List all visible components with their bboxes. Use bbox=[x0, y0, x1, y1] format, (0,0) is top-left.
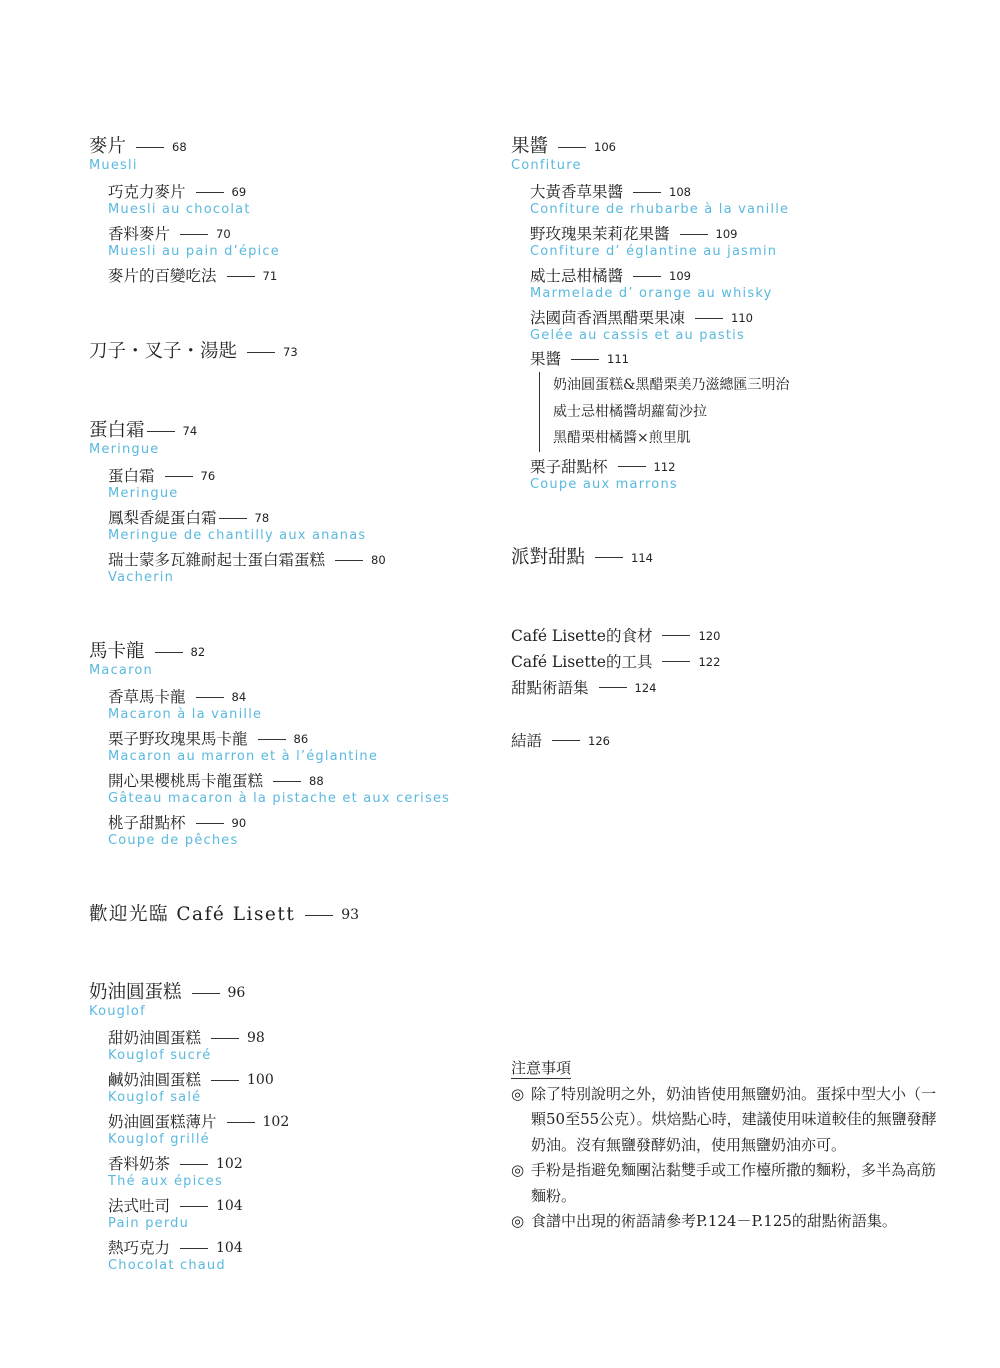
subentry-title: 奶油圓蛋糕薄片 bbox=[108, 1113, 217, 1131]
toc-subentry bbox=[108, 182, 489, 217]
toc-subentry bbox=[530, 349, 951, 369]
toc-subentry bbox=[108, 729, 489, 764]
section-title: 奶油圓蛋糕 bbox=[89, 982, 182, 1003]
subentry-french-title: Gelée au cassis et au pastis bbox=[530, 328, 745, 343]
subentry-french-title: Macaron au marron et à l’églantine bbox=[108, 749, 379, 764]
toc-section-confiture bbox=[511, 136, 951, 173]
page-number: 76 bbox=[200, 469, 216, 483]
toc-subentry bbox=[108, 1238, 489, 1273]
subentry-french-title: Muesli au chocolat bbox=[108, 202, 251, 217]
subentry-french-title: Thé aux épices bbox=[108, 1174, 223, 1189]
subentry-title: 鹹奶油圓蛋糕 bbox=[108, 1071, 202, 1089]
toc-subentry bbox=[108, 687, 489, 722]
toc-subentry bbox=[108, 1154, 489, 1189]
note-item bbox=[511, 1209, 941, 1235]
notes-box bbox=[511, 1056, 941, 1235]
leader-line bbox=[633, 276, 661, 277]
bullet-mark: ◎ bbox=[511, 1084, 525, 1103]
toc-section-glossary bbox=[511, 678, 951, 698]
leader-line bbox=[618, 466, 646, 467]
subentry-french-title: Meringue bbox=[108, 486, 179, 501]
page-number: 104 bbox=[216, 1198, 243, 1214]
subentry-french-title: Macaron à la vanille bbox=[108, 707, 263, 722]
subentry-french-title: Kouglof sucré bbox=[108, 1048, 212, 1063]
page-number: 102 bbox=[262, 1114, 290, 1130]
leader-line bbox=[180, 234, 208, 235]
leader-line bbox=[147, 431, 175, 432]
page-number: 84 bbox=[231, 690, 247, 704]
leader-line bbox=[227, 276, 255, 277]
toc-subentry bbox=[530, 457, 951, 492]
subentry-title: 威士忌柑橘醬 bbox=[530, 267, 624, 285]
jam-recipe-sublist bbox=[539, 372, 951, 452]
toc-subentry bbox=[108, 508, 489, 543]
leader-line bbox=[571, 359, 599, 360]
page-number: 100 bbox=[247, 1072, 274, 1088]
toc-right-column bbox=[511, 136, 951, 751]
subentry-french-title: Pain perdu bbox=[108, 1216, 190, 1231]
leader-line bbox=[599, 687, 627, 688]
toc-subentry-list bbox=[530, 182, 951, 369]
leader-line bbox=[247, 352, 275, 353]
section-french-title: Meringue bbox=[89, 442, 160, 457]
toc-subentry-list bbox=[108, 687, 489, 848]
subentry-french-title: Muesli au pain d’épice bbox=[108, 244, 280, 259]
toc-left-column bbox=[89, 136, 489, 1273]
toc-subentry bbox=[108, 813, 489, 848]
toc-section-muesli bbox=[89, 136, 489, 173]
subentry-title: 巧克力麥片 bbox=[108, 183, 186, 201]
subentry-french-title: Kouglof grillé bbox=[108, 1132, 210, 1147]
page-number: 109 bbox=[715, 227, 738, 241]
section-title: 果醬 bbox=[511, 136, 549, 157]
subentry-french-title: Confiture d’ églantine au jasmin bbox=[530, 244, 778, 259]
leader-line bbox=[196, 823, 224, 824]
toc-section-meringue bbox=[89, 420, 489, 457]
subentry-title: 野玫瑰果茉莉花果醬 bbox=[530, 225, 670, 243]
page-number: 80 bbox=[371, 553, 386, 567]
page-number: 88 bbox=[309, 774, 324, 788]
page-number: 69 bbox=[231, 185, 247, 199]
toc-subentry bbox=[108, 1028, 489, 1063]
note-item bbox=[511, 1082, 941, 1159]
page-number: 126 bbox=[588, 733, 610, 748]
page-number: 112 bbox=[653, 459, 676, 474]
page-number: 124 bbox=[634, 680, 657, 695]
section-title: 麥片 bbox=[89, 136, 127, 157]
leader-line bbox=[155, 652, 183, 653]
subentry-title: 香料麥片 bbox=[108, 225, 171, 243]
section-french-title: Muesli bbox=[89, 158, 138, 173]
leader-line bbox=[258, 739, 286, 740]
toc-subentry bbox=[108, 771, 489, 806]
section-title: Café Lisette的工具 bbox=[511, 652, 653, 671]
toc-subentry bbox=[108, 550, 489, 585]
toc-subentry bbox=[108, 266, 489, 286]
toc-subentry bbox=[108, 224, 489, 259]
toc-subentry bbox=[108, 466, 489, 501]
leader-line bbox=[662, 635, 690, 636]
section-title: 甜點術語集 bbox=[511, 678, 589, 697]
toc-section-macaron bbox=[89, 641, 489, 678]
section-title: 刀子・叉子・湯匙 bbox=[89, 341, 238, 362]
section-french-title: Confiture bbox=[511, 158, 582, 173]
subentry-title: 鳳梨香緹蛋白霜 bbox=[108, 509, 217, 527]
page-number: 96 bbox=[227, 985, 246, 1001]
subentry-title: 香料奶茶 bbox=[108, 1155, 171, 1173]
leader-line bbox=[192, 993, 220, 994]
section-title: 派對甜點 bbox=[511, 546, 586, 568]
toc-section-kouglof bbox=[89, 982, 489, 1019]
bullet-mark: ◎ bbox=[511, 1161, 525, 1179]
toc-subentry-list bbox=[108, 182, 489, 286]
subentry-title: 甜奶油圓蛋糕 bbox=[108, 1029, 202, 1047]
note-text: 食譜中出現的術語請參考P.124－P.125的甜點術語集。 bbox=[531, 1212, 897, 1230]
subentry-title: 蛋白霜 bbox=[108, 467, 155, 485]
subentry-french-title: Coupe de pêches bbox=[108, 833, 239, 848]
subentry-french-title: Gâteau macaron à la pistache et aux cerises bbox=[108, 791, 451, 806]
toc-section-epilogue bbox=[511, 731, 951, 751]
leader-line bbox=[211, 1080, 239, 1081]
page-number: 114 bbox=[631, 550, 653, 565]
leader-line bbox=[273, 781, 301, 782]
toc-subentry bbox=[530, 224, 951, 259]
leader-line bbox=[136, 147, 164, 148]
leader-line bbox=[552, 740, 580, 741]
jam-recipe-item: 奶油圓蛋糕&黑醋栗美乃滋總匯三明治 bbox=[553, 377, 790, 393]
notes-title: 注意事項 bbox=[511, 1059, 572, 1077]
bullet-mark: ◎ bbox=[511, 1212, 525, 1230]
jam-recipe-item: 威士忌柑橘醬胡蘿蔔沙拉 bbox=[553, 403, 707, 420]
note-text: 除了特別說明之外，奶油皆使用無鹽奶油。蛋採中型大小（一顆50至55公克）。烘焙點心時，建議使用味道較佳的無鹽發酵奶油。沒有無鹽發酵奶油，使用無鹽奶油亦可。 bbox=[531, 1084, 937, 1154]
page-number: 120 bbox=[698, 628, 721, 643]
subentry-title: 大黃香草果醬 bbox=[530, 183, 624, 201]
subentry-title: 栗子甜點杯 bbox=[530, 457, 608, 476]
toc-section-welcome bbox=[89, 904, 489, 926]
page-number: 111 bbox=[607, 352, 629, 366]
page-number: 86 bbox=[293, 732, 309, 746]
leader-line bbox=[219, 518, 247, 519]
toc-section-party bbox=[511, 547, 951, 569]
subentry-title: 果醬 bbox=[530, 350, 562, 368]
leader-line bbox=[165, 476, 193, 477]
page-number: 108 bbox=[669, 185, 691, 199]
page-number: 74 bbox=[182, 424, 198, 438]
page-number: 109 bbox=[669, 269, 691, 283]
leader-line bbox=[335, 560, 363, 561]
toc-subentry bbox=[108, 1196, 489, 1231]
toc-subentry bbox=[108, 1070, 489, 1105]
subentry-title: 桃子甜點杯 bbox=[108, 814, 186, 832]
page-number: 73 bbox=[283, 345, 298, 359]
page-number: 122 bbox=[698, 654, 721, 669]
subentry-title: 法式吐司 bbox=[108, 1197, 171, 1215]
subentry-french-title: Vacherin bbox=[108, 570, 175, 585]
toc-section-tools bbox=[511, 652, 951, 672]
page-number: 68 bbox=[172, 140, 187, 154]
toc-subentry bbox=[530, 182, 951, 217]
subentry-french-title: Marmelade d’ orange au whisky bbox=[530, 286, 773, 301]
page-number: 104 bbox=[216, 1240, 243, 1256]
subentry-french-title: Confiture de rhubarbe à la vanille bbox=[530, 202, 790, 217]
subentry-french-title: Coupe aux marrons bbox=[530, 476, 678, 492]
leader-line bbox=[196, 697, 224, 698]
subentry-title: 栗子野玫瑰果馬卡龍 bbox=[108, 730, 248, 748]
page-number: 70 bbox=[216, 227, 231, 241]
leader-line bbox=[695, 318, 723, 319]
subentry-title: 香草馬卡龍 bbox=[108, 688, 186, 706]
toc-subentry-list bbox=[108, 466, 489, 585]
section-french-title: Macaron bbox=[89, 663, 153, 678]
toc-section-cutlery bbox=[89, 341, 489, 363]
leader-line bbox=[227, 1122, 255, 1123]
subentry-title: 熱巧克力 bbox=[108, 1239, 171, 1257]
toc-section-ingredients bbox=[511, 626, 951, 646]
subentry-title: 瑞士蒙多瓦雜耐起士蛋白霜蛋糕 bbox=[108, 551, 326, 569]
section-title: Café Lisette的食材 bbox=[511, 626, 653, 645]
leader-line bbox=[662, 661, 690, 662]
jam-recipe-item: 黑醋栗柑橘醬×煎里肌 bbox=[553, 430, 691, 446]
leader-line bbox=[558, 147, 586, 148]
leader-line bbox=[680, 234, 708, 235]
note-item bbox=[511, 1158, 941, 1209]
section-title: 馬卡龍 bbox=[89, 641, 145, 662]
leader-line bbox=[211, 1038, 239, 1039]
leader-line bbox=[196, 192, 224, 193]
page-number: 110 bbox=[731, 311, 753, 325]
subentry-title: 開心果櫻桃馬卡龍蛋糕 bbox=[108, 772, 264, 790]
page-number: 106 bbox=[594, 140, 616, 154]
note-text: 手粉是指避免麵團沾黏雙手或工作檯所撒的麵粉，多半為高筋麵粉。 bbox=[531, 1161, 937, 1205]
page-number: 102 bbox=[216, 1156, 243, 1172]
leader-line bbox=[180, 1248, 208, 1249]
section-title: 歡迎光臨 Café Lisett bbox=[89, 904, 296, 925]
page-number: 90 bbox=[231, 816, 247, 830]
page-number: 78 bbox=[254, 511, 270, 525]
section-french-title: Kouglof bbox=[89, 1004, 146, 1019]
page-number: 93 bbox=[341, 907, 360, 923]
toc-subentry-list bbox=[530, 457, 951, 492]
leader-line bbox=[180, 1206, 208, 1207]
subentry-french-title: Meringue de chantilly aux ananas bbox=[108, 528, 367, 543]
page-number: 98 bbox=[247, 1030, 265, 1046]
subentry-title: 法國茴香酒黑醋栗果凍 bbox=[530, 309, 686, 327]
toc-subentry bbox=[108, 1112, 489, 1147]
leader-line bbox=[595, 557, 623, 558]
toc-subentry bbox=[530, 308, 951, 343]
leader-line bbox=[633, 192, 661, 193]
page-number: 71 bbox=[262, 269, 278, 283]
leader-line bbox=[305, 915, 333, 916]
page-number: 82 bbox=[190, 645, 206, 659]
toc-subentry-list bbox=[108, 1028, 489, 1273]
section-title: 蛋白霜 bbox=[89, 420, 145, 441]
subentry-french-title: Chocolat chaud bbox=[108, 1258, 226, 1273]
subentry-french-title: Kouglof salé bbox=[108, 1090, 202, 1105]
leader-line bbox=[180, 1164, 208, 1165]
subentry-title: 麥片的百變吃法 bbox=[108, 267, 217, 285]
section-title: 結語 bbox=[511, 731, 543, 750]
toc-subentry bbox=[530, 266, 951, 301]
